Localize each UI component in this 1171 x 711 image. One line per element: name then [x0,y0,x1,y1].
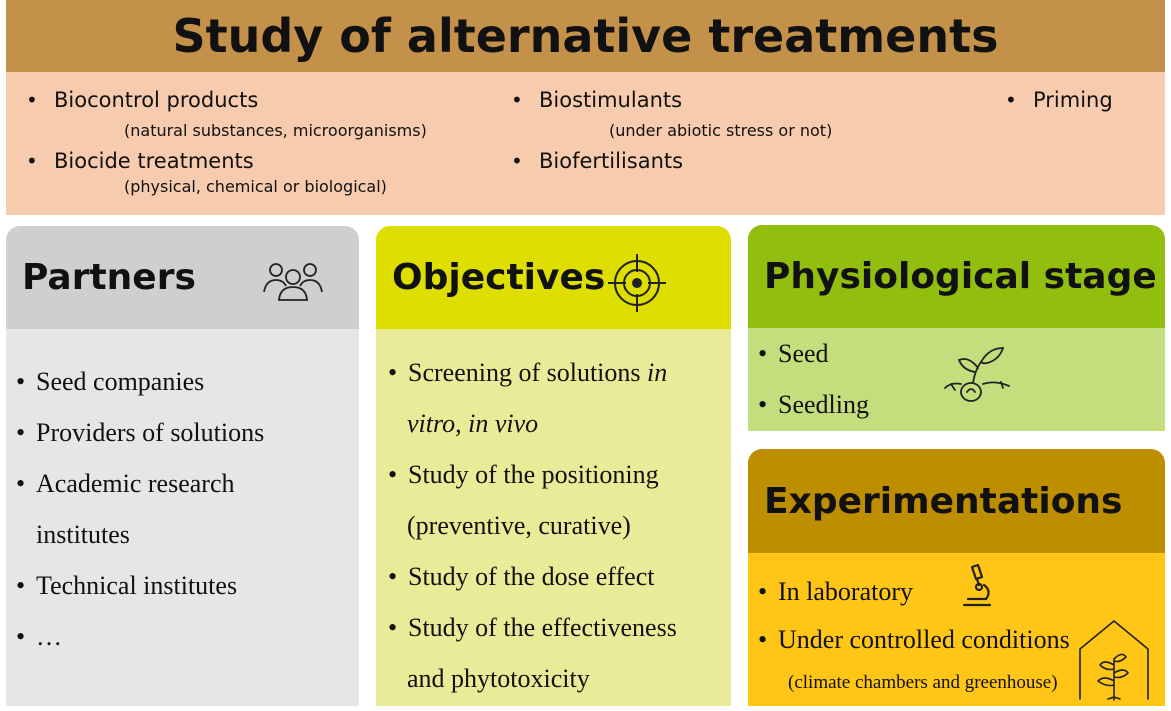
bullet: • [1005,88,1017,112]
list-item: • Screening of solutions in [388,358,668,387]
experimentations-body [748,553,1165,706]
bullet: • [26,88,38,112]
bullet: • [26,149,38,173]
list-item: • In laboratory [758,577,914,606]
topic-biostimulants [511,88,833,140]
experimentations-note: (climate chambers and greenhouse) [788,672,1058,693]
experimentations-heading: Experimentations [764,480,1123,522]
microscope-icon [960,563,994,609]
topic-biofertilisants-label: Biofertilisants [539,149,684,173]
partners-header [6,226,359,329]
page-title: Study of alternative treatments [172,9,999,63]
experimentations-header [748,449,1165,553]
sprouting-seed-icon [943,344,1011,408]
title-banner [6,0,1165,72]
treatment-types-box [6,72,1165,215]
people-group-icon [262,260,324,304]
physiological-stage-heading: Physiological stage [764,256,1157,297]
physiological-stage-body [748,328,1165,431]
topic-biocontrol [26,88,427,140]
topic-biocide [26,149,387,196]
objectives-panel [376,226,731,706]
objectives-header [376,226,731,329]
list-item: • Technical institutes [16,571,238,600]
topic-biostimulants-note: (under abiotic stress or not) [609,121,833,140]
list-item-continuation: and phytotoxicity [407,664,590,693]
experimentations-panel [748,449,1165,706]
topic-biocide-note: (physical, chemical or biological) [124,177,387,196]
list-item: • Under controlled conditions [758,625,1070,654]
topic-priming-label: Priming [1033,88,1113,112]
target-icon [606,252,668,314]
list-item: • … [16,622,62,651]
list-item-continuation: institutes [36,520,130,549]
list-item: • Providers of solutions [16,418,265,447]
topic-biostimulants-label: Biostimulants [539,88,683,112]
physiological-stage-panel [748,225,1165,431]
greenhouse-plant-icon [1078,619,1150,701]
objectives-heading: Objectives [392,257,606,298]
topic-biocontrol-label: Biocontrol products [54,88,259,112]
list-item: • Seedling [758,390,869,419]
list-item: • Study of the positioning [388,460,659,489]
bullet: • [511,149,523,173]
topic-biofertilisants [511,149,684,173]
physiological-stage-header [748,225,1165,328]
list-item-continuation: vitro, in vivo [407,409,539,438]
list-item-continuation: (preventive, curative) [407,511,631,540]
objectives-body [376,329,731,706]
topic-biocontrol-note: (natural substances, microorganisms) [124,121,427,140]
list-item: • Academic research [16,469,235,498]
bullet: • [511,88,523,112]
partners-panel [6,226,359,706]
topic-biocide-label: Biocide treatments [54,149,254,173]
list-item: • Study of the dose effect [388,562,655,591]
list-item: • Seed companies [16,367,205,396]
list-item: • Study of the effectiveness [388,613,677,642]
topic-priming [1005,88,1113,112]
list-item: • Seed [758,339,829,368]
partners-heading: Partners [22,257,196,298]
partners-body [6,329,359,706]
